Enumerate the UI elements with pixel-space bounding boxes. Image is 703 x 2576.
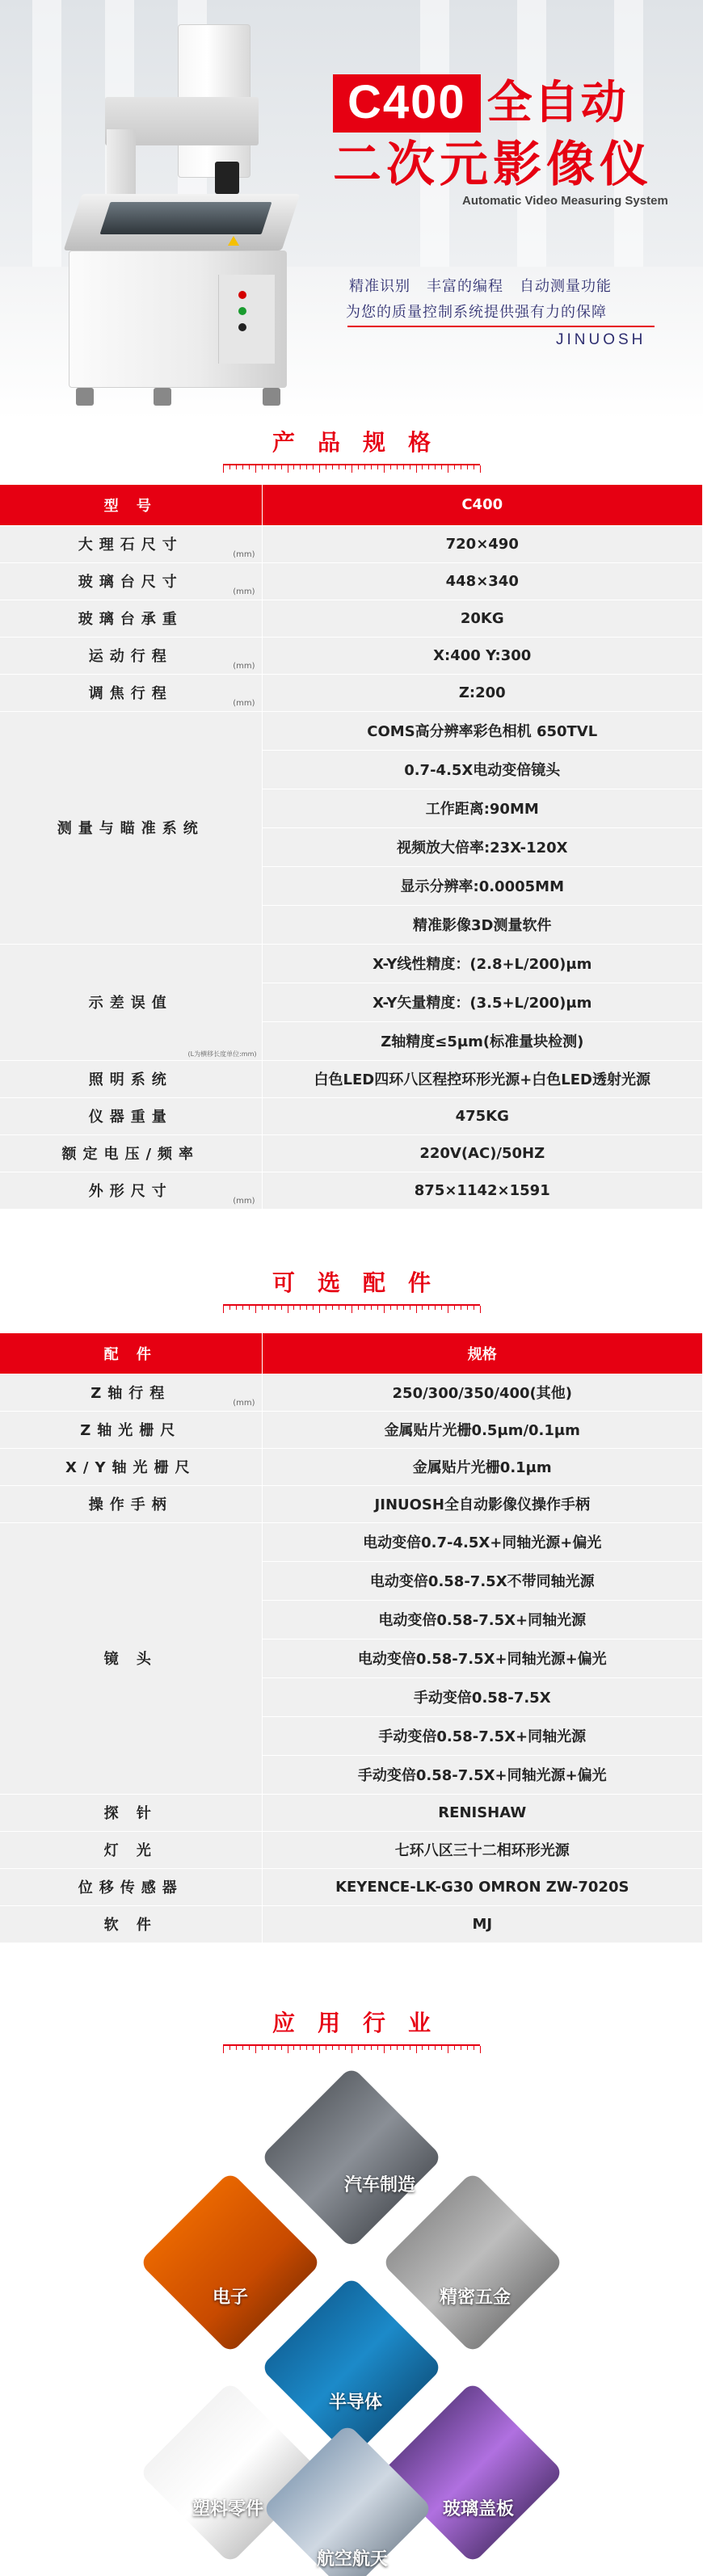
- machine-control-panel: [218, 275, 275, 364]
- table-row: [0, 1868, 703, 1905]
- ruler-tick: [435, 2046, 436, 2050]
- spec-name: 仪器重量: [88, 1109, 173, 1126]
- spec-name: 额定电压/频率: [61, 1146, 200, 1163]
- table-row: [0, 1448, 703, 1485]
- spec-value: X-Y矢量精度：(3.5+L/200)μm: [262, 983, 703, 1021]
- app-label-automotive: 汽车制造: [343, 2175, 416, 2195]
- spec-value: 视频放大倍率:23X-120X: [262, 827, 703, 866]
- ruler-tick: [416, 465, 417, 473]
- ruler-tick: [441, 465, 442, 469]
- ruler-tick: [281, 465, 282, 469]
- ruler-tick: [242, 465, 243, 469]
- spec-name-cell: [0, 1134, 262, 1172]
- ruler-tick: [467, 1306, 468, 1310]
- app-tile-automotive: [260, 2066, 443, 2249]
- ruler-tick: [275, 1306, 276, 1310]
- option-name-cell: [0, 1522, 262, 1794]
- spec-name: 大理石尺寸: [78, 537, 183, 554]
- ruler-tick: [358, 2046, 359, 2050]
- machine-foot: [263, 388, 280, 406]
- ruler-tick: [332, 1306, 333, 1310]
- slogan: 为您的质量控制系统提供强有力的保障: [346, 304, 607, 321]
- model-badge: C400: [333, 74, 481, 133]
- spec-value: 475KG: [262, 1097, 703, 1134]
- option-value: 电动变倍0.58-7.5X+同轴光源+偏光: [262, 1639, 703, 1677]
- ruler-tick: [390, 1306, 391, 1310]
- ruler-tick: [332, 465, 333, 469]
- app-label-aerospace: 航空航天: [316, 2549, 389, 2570]
- spec-table-header: [0, 485, 703, 525]
- table-row: [0, 1060, 703, 1097]
- spec-name: 照明系统: [88, 1071, 173, 1088]
- ruler-tick: [397, 1306, 398, 1310]
- option-name-cell: [0, 1374, 262, 1411]
- ruler-tick: [229, 1306, 230, 1310]
- ruler-tick: [236, 2046, 237, 2050]
- ruler-tick: [249, 2046, 250, 2050]
- ruler-tick: [397, 465, 398, 469]
- ruler-tick: [345, 2046, 346, 2050]
- table-row: [0, 1134, 703, 1172]
- table-row: [0, 525, 703, 562]
- ruler-decoration: [223, 464, 480, 472]
- spec-name-cell: [0, 711, 262, 944]
- ruler-tick: [384, 2046, 385, 2053]
- ruler-tick: [377, 465, 378, 469]
- option-value: 电动变倍0.58-7.5X不带同轴光源: [262, 1561, 703, 1600]
- ruler-tick: [403, 465, 404, 469]
- option-name: Z轴行程: [91, 1385, 171, 1402]
- machine-foot: [76, 388, 94, 406]
- option-value: 手动变倍0.58-7.5X+同轴光源: [262, 1716, 703, 1755]
- spec-name-cell: [0, 525, 262, 562]
- spec-name: 玻璃台尺寸: [78, 574, 183, 591]
- ruler-tick: [390, 2046, 391, 2050]
- ruler-tick: [441, 2046, 442, 2050]
- ruler-tick: [293, 2046, 294, 2050]
- spec-name-cell: [0, 944, 262, 1060]
- table-row: [0, 1411, 703, 1448]
- application-grid: [0, 2069, 703, 2576]
- spec-value: X-Y线性精度：(2.8+L/200)μm: [262, 944, 703, 983]
- ruler-tick: [403, 2046, 404, 2050]
- spec-value: 220V(AC)/50HZ: [262, 1134, 703, 1172]
- feature-item: 精准识别: [349, 278, 410, 295]
- spec-name: 玻璃台承重: [78, 611, 183, 628]
- option-name-cell: [0, 1905, 262, 1943]
- ruler-tick: [229, 2046, 230, 2050]
- specs-section-title: 产品规格: [272, 429, 453, 456]
- options-section-header: [0, 1267, 703, 1312]
- options-table: [0, 1333, 703, 1943]
- feature-item: 丰富的编程: [427, 278, 503, 295]
- machine-foot: [154, 388, 171, 406]
- ruler-tick: [403, 1306, 404, 1310]
- spec-name: 外形尺寸: [88, 1183, 173, 1200]
- ruler-tick: [268, 465, 269, 469]
- table-row: [0, 1794, 703, 1831]
- spec-name-cell: [0, 1060, 262, 1097]
- ruler-tick: [422, 465, 423, 469]
- ruler-tick: [281, 2046, 282, 2050]
- ruler-tick: [454, 2046, 455, 2050]
- option-name-cell: [0, 1485, 262, 1522]
- spec-value: X:400 Y:300: [262, 637, 703, 674]
- ruler-tick: [293, 1306, 294, 1310]
- ruler-tick: [293, 465, 294, 469]
- ruler-tick: [306, 2046, 307, 2050]
- option-value: 手动变倍0.58-7.5X: [262, 1677, 703, 1716]
- ruler-tick: [358, 465, 359, 469]
- option-name-cell: [0, 1794, 262, 1831]
- table-row: [0, 1172, 703, 1209]
- table-row: [0, 1905, 703, 1943]
- app-label-plastic-parts: 塑料零件: [192, 2499, 264, 2519]
- ruler-tick: [236, 1306, 237, 1310]
- ruler-tick: [454, 1306, 455, 1310]
- ruler-tick: [332, 2046, 333, 2050]
- ruler-tick: [275, 2046, 276, 2050]
- machine-image: [57, 16, 299, 412]
- ruler-tick: [249, 465, 250, 469]
- ruler-tick: [371, 465, 372, 469]
- ruler-tick: [428, 465, 429, 469]
- spec-value: COMS高分辨率彩色相机 650TVL: [262, 711, 703, 750]
- spec-name-cell: [0, 562, 262, 600]
- ruler-tick: [480, 2046, 481, 2053]
- ruler-decoration: [223, 2044, 480, 2052]
- subtitle-english: Automatic Video Measuring System: [462, 194, 668, 208]
- ruler-tick: [275, 465, 276, 469]
- ruler-tick: [229, 465, 230, 469]
- ruler-tick: [313, 465, 314, 469]
- option-value: 电动变倍0.58-7.5X+同轴光源: [262, 1600, 703, 1639]
- unit-label: (mm): [233, 1196, 255, 1206]
- ruler-tick: [268, 2046, 269, 2050]
- ruler-tick: [480, 465, 481, 473]
- spec-value: 显示分辨率:0.0005MM: [262, 866, 703, 905]
- ruler-tick: [371, 2046, 372, 2050]
- ruler-tick: [428, 1306, 429, 1310]
- machine-glass-stage: [100, 202, 272, 234]
- option-name-cell: [0, 1868, 262, 1905]
- ruler-tick: [242, 1306, 243, 1310]
- spec-name: 调焦行程: [88, 685, 173, 702]
- ruler-tick: [377, 1306, 378, 1310]
- ruler-tick: [236, 465, 237, 469]
- option-name-cell: [0, 1831, 262, 1868]
- unit-label: (mm): [233, 698, 255, 708]
- table-row: [0, 637, 703, 674]
- ruler-tick: [281, 1306, 282, 1310]
- ruler-tick: [416, 2046, 417, 2053]
- ruler-tick: [262, 2046, 263, 2050]
- spec-name-cell: [0, 1172, 262, 1209]
- spec-value: Z轴精度≤5μm(标准量块检测): [262, 1021, 703, 1060]
- ruler-tick: [313, 2046, 314, 2050]
- spec-value: Z:200: [262, 674, 703, 711]
- unit-label: (mm): [233, 549, 255, 559]
- applications-section-header: [0, 2007, 703, 2052]
- option-value: JINUOSH全自动影像仪操作手柄: [262, 1485, 703, 1522]
- spec-header-name: 型 号: [0, 485, 262, 525]
- ruler-tick: [422, 1306, 423, 1310]
- options-table-header: [0, 1333, 703, 1374]
- ruler-tick: [371, 1306, 372, 1310]
- title-line-2: 二次元影像仪: [333, 137, 653, 193]
- ruler-tick: [422, 2046, 423, 2050]
- option-value: KEYENCE-LK-G30 OMRON ZW-7020S: [262, 1868, 703, 1905]
- ruler-tick: [306, 465, 307, 469]
- unit-label: (mm): [233, 1398, 255, 1408]
- option-name: 探 针: [103, 1805, 158, 1822]
- option-value: MJ: [262, 1905, 703, 1943]
- feature-item: 自动测量功能: [520, 278, 612, 295]
- ruler-tick: [454, 465, 455, 469]
- ruler-tick: [441, 1306, 442, 1310]
- ruler-tick: [313, 1306, 314, 1310]
- green-button-icon: [238, 307, 246, 315]
- ruler-tick: [262, 1306, 263, 1310]
- app-tile-electronics: [139, 2171, 322, 2354]
- spec-name-cell: [0, 674, 262, 711]
- option-name: X/Y轴光栅尺: [65, 1459, 196, 1476]
- light-stripe: [517, 0, 546, 267]
- ruler-tick: [319, 2046, 320, 2053]
- unit-label: (mm): [233, 661, 255, 671]
- ruler-tick: [364, 1306, 365, 1310]
- table-row: [0, 562, 703, 600]
- ruler-tick: [377, 2046, 378, 2050]
- ruler-tick: [364, 465, 365, 469]
- ruler-tick: [397, 2046, 398, 2050]
- ruler-tick: [435, 1306, 436, 1310]
- spec-value: 875×1142×1591: [262, 1172, 703, 1209]
- ruler-tick: [416, 1306, 417, 1313]
- app-tile-hardware: [381, 2171, 564, 2354]
- ruler-tick: [223, 2046, 224, 2053]
- option-value: 电动变倍0.7-4.5X+同轴光源+偏光: [262, 1522, 703, 1561]
- app-label-electronics: 电子: [212, 2288, 249, 2308]
- spec-name: 运动行程: [88, 648, 173, 665]
- product-title: [333, 74, 628, 133]
- option-name: 操作手柄: [88, 1496, 173, 1513]
- spec-value: 工作距离:90MM: [262, 789, 703, 827]
- light-stripe: [420, 0, 449, 267]
- ruler-tick: [249, 1306, 250, 1310]
- table-row: [0, 1097, 703, 1134]
- ruler-tick: [223, 465, 224, 473]
- ruler-tick: [384, 1306, 385, 1313]
- ruler-tick: [319, 465, 320, 473]
- option-value: 手动变倍0.58-7.5X+同轴光源+偏光: [262, 1755, 703, 1794]
- spec-value: 白色LED四环八区程控环形光源+白色LED透射光源: [262, 1060, 703, 1097]
- ruler-tick: [384, 465, 385, 473]
- title-line-1: 全自动: [486, 77, 628, 129]
- hero-divider: [347, 326, 655, 327]
- table-row: [0, 1374, 703, 1411]
- app-label-semiconductor: 半导体: [328, 2393, 383, 2413]
- ruler-tick: [364, 2046, 365, 2050]
- option-name: 灯 光: [103, 1842, 158, 1859]
- ruler-tick: [268, 1306, 269, 1310]
- red-button-icon: [238, 291, 246, 299]
- table-row: [0, 1485, 703, 1522]
- ruler-tick: [223, 1306, 224, 1313]
- app-tile-glass-cover: [381, 2381, 564, 2564]
- black-button-icon: [238, 323, 246, 331]
- ruler-tick: [242, 2046, 243, 2050]
- applications-section-title: 应用行业: [272, 2010, 453, 2036]
- ruler-tick: [358, 1306, 359, 1310]
- ruler-tick: [306, 1306, 307, 1310]
- spec-value: 20KG: [262, 600, 703, 637]
- options-header-value: 规格: [262, 1333, 703, 1374]
- ruler-tick: [390, 465, 391, 469]
- ruler-tick: [435, 465, 436, 469]
- hero-banner: [0, 0, 703, 420]
- app-label-hardware: 精密五金: [439, 2288, 511, 2308]
- ruler-tick: [428, 2046, 429, 2050]
- light-stripe: [614, 0, 643, 267]
- spec-header-value: C400: [262, 485, 703, 525]
- name-note: (L为横移长度单位:mm): [187, 1050, 257, 1058]
- spec-name: 示差误值: [88, 995, 173, 1012]
- ruler-tick: [300, 2046, 301, 2050]
- ruler-tick: [345, 1306, 346, 1310]
- ruler-tick: [467, 2046, 468, 2050]
- option-value: 金属贴片光栅0.5μm/0.1μm: [262, 1411, 703, 1448]
- ruler-tick: [480, 1306, 481, 1313]
- ruler-tick: [300, 465, 301, 469]
- ruler-tick: [255, 465, 256, 473]
- ruler-tick: [319, 1306, 320, 1313]
- option-name: 软 件: [103, 1917, 158, 1934]
- option-name-cell: [0, 1448, 262, 1485]
- ruler-tick: [262, 465, 263, 469]
- specs-section-header: [0, 427, 703, 472]
- spec-value: 448×340: [262, 562, 703, 600]
- option-value: 金属贴片光栅0.1μm: [262, 1448, 703, 1485]
- table-row: [0, 1522, 703, 1561]
- option-value: 250/300/350/400(其他): [262, 1374, 703, 1411]
- ruler-tick: [255, 1306, 256, 1313]
- ruler-decoration: [223, 1304, 480, 1312]
- option-value: RENISHAW: [262, 1794, 703, 1831]
- ruler-tick: [300, 1306, 301, 1310]
- ruler-tick: [467, 465, 468, 469]
- spec-table: [0, 485, 703, 1210]
- option-name: Z轴光栅尺: [80, 1422, 182, 1439]
- option-name-cell: [0, 1411, 262, 1448]
- table-row: [0, 944, 703, 983]
- app-label-glass-cover: 玻璃盖板: [442, 2499, 515, 2519]
- spec-name-cell: [0, 600, 262, 637]
- options-section-title: 可选配件: [272, 1269, 453, 1296]
- option-name: 镜 头: [103, 1651, 158, 1668]
- table-row: [0, 674, 703, 711]
- unit-label: (mm): [233, 587, 255, 596]
- table-row: [0, 600, 703, 637]
- machine-lens: [215, 162, 239, 194]
- spec-name-cell: [0, 637, 262, 674]
- spec-value: 精准影像3D测量软件: [262, 905, 703, 944]
- feature-list: [349, 275, 628, 296]
- options-header-name: 配 件: [0, 1333, 262, 1374]
- spec-value: 0.7-4.5X电动变倍镜头: [262, 750, 703, 789]
- spec-name-cell: [0, 1097, 262, 1134]
- option-name: 位移传感器: [78, 1879, 183, 1896]
- ruler-tick: [255, 2046, 256, 2053]
- option-value: 七环八区三十二相环形光源: [262, 1831, 703, 1868]
- brand-name: JINUOSH: [556, 331, 646, 348]
- table-row: [0, 1831, 703, 1868]
- spec-value: 720×490: [262, 525, 703, 562]
- table-row: [0, 711, 703, 750]
- spec-name: 测量与瞄准系统: [57, 820, 204, 837]
- ruler-tick: [345, 465, 346, 469]
